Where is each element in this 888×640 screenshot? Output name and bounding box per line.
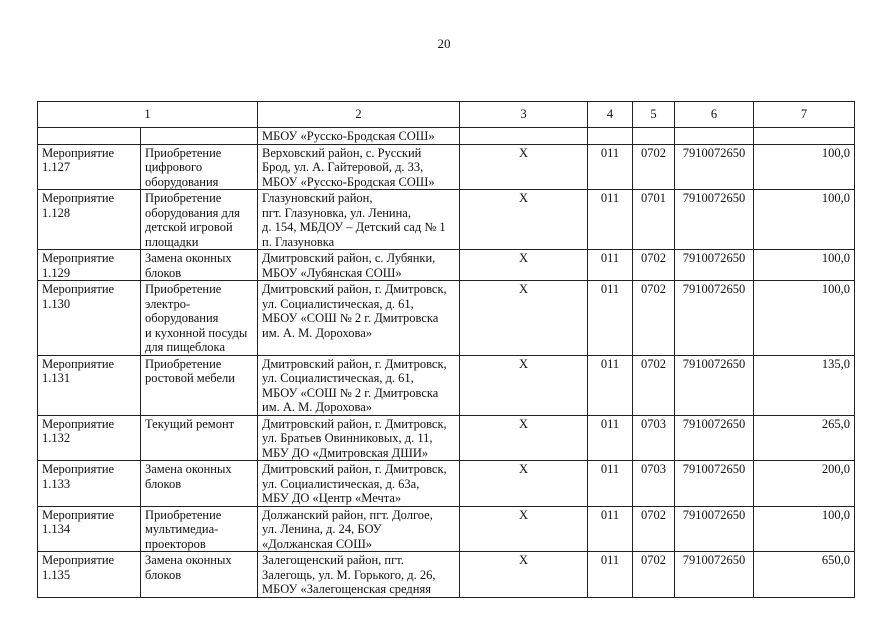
cell-address: Дмитровский район, г. Дмитровск, ул. Социалистическая, д. 61, МБОУ «СОШ № 2 г. Дмитровска им. А. М. Дорохова» bbox=[258, 281, 460, 356]
cell-col7: 135,0 bbox=[754, 355, 855, 415]
cell-col7: 100,0 bbox=[754, 250, 855, 281]
cell-address: Дмитровский район, г. Дмитровск, ул. Братьев Овинниковых, д. 11, МБУ ДО «Дмитровская ДШИ» bbox=[258, 415, 460, 461]
cell-address: Дмитровский район, с. Лубянки, МБОУ «Лубянская СОШ» bbox=[258, 250, 460, 281]
table-row bbox=[38, 355, 855, 415]
cell-event: Мероприятие 1.130 bbox=[38, 281, 141, 356]
header-col-1: 1 bbox=[38, 102, 258, 128]
cell-col5: 0702 bbox=[633, 250, 675, 281]
cell-col7: 265,0 bbox=[754, 415, 855, 461]
cell-address: МБОУ «Русско-Бродская СОШ» bbox=[258, 128, 460, 145]
cell-col3: Х bbox=[460, 552, 588, 598]
cell-event: Мероприятие 1.132 bbox=[38, 415, 141, 461]
cell-col5: 0702 bbox=[633, 281, 675, 356]
header-col-5: 5 bbox=[633, 102, 675, 128]
cell-col4: 011 bbox=[588, 415, 633, 461]
cell-address: Дмитровский район, г. Дмитровск, ул. Социалистическая, д. 61, МБОУ «СОШ № 2 г. Дмитровска им. А. М. Дорохова» bbox=[258, 355, 460, 415]
cell-col5: 0703 bbox=[633, 415, 675, 461]
table-row bbox=[38, 250, 855, 281]
cell-event: Мероприятие 1.135 bbox=[38, 552, 141, 598]
page-number: 20 bbox=[437, 36, 451, 51]
cell-col6: 7910072650 bbox=[675, 415, 754, 461]
cell-address: Верховский район, с. Русский Брод, ул. А. Гайтеровой, д. 33, МБОУ «Русско-Бродская СОШ» bbox=[258, 144, 460, 190]
cell-col7 bbox=[754, 128, 855, 145]
cell-event bbox=[38, 128, 141, 145]
table-row bbox=[38, 281, 855, 356]
cell-col4: 011 bbox=[588, 506, 633, 552]
cell-col7: 100,0 bbox=[754, 506, 855, 552]
cell-name: Текущий ремонт bbox=[141, 415, 258, 461]
cell-event: Мероприятие 1.128 bbox=[38, 190, 141, 250]
cell-name: Приобретение электро- оборудования и кухонной посуды для пищеблока bbox=[141, 281, 258, 356]
cell-col6: 7910072650 bbox=[675, 281, 754, 356]
cell-event: Мероприятие 1.127 bbox=[38, 144, 141, 190]
cell-col4: 011 bbox=[588, 281, 633, 356]
cell-name bbox=[141, 128, 258, 145]
cell-col7: 100,0 bbox=[754, 190, 855, 250]
header-col-4: 4 bbox=[588, 102, 633, 128]
cell-col3 bbox=[460, 128, 588, 145]
cell-col6: 7910072650 bbox=[675, 461, 754, 507]
cell-name: Замена оконных блоков bbox=[141, 250, 258, 281]
cell-col3: Х bbox=[460, 355, 588, 415]
cell-name: Приобретение мультимедиа- проекторов bbox=[141, 506, 258, 552]
cell-col3: Х bbox=[460, 461, 588, 507]
cell-col3: Х bbox=[460, 281, 588, 356]
cell-col6: 7910072650 bbox=[675, 506, 754, 552]
cell-col5: 0702 bbox=[633, 355, 675, 415]
cell-event: Мероприятие 1.134 bbox=[38, 506, 141, 552]
cell-col3: Х bbox=[460, 250, 588, 281]
cell-col6: 7910072650 bbox=[675, 355, 754, 415]
cell-col4: 011 bbox=[588, 552, 633, 598]
cell-col3: Х bbox=[460, 144, 588, 190]
cell-col6: 7910072650 bbox=[675, 552, 754, 598]
cell-col4 bbox=[588, 128, 633, 145]
cell-col3: Х bbox=[460, 190, 588, 250]
cell-col4: 011 bbox=[588, 144, 633, 190]
table-row bbox=[38, 144, 855, 190]
header-col-2: 2 bbox=[258, 102, 460, 128]
cell-col7: 100,0 bbox=[754, 281, 855, 356]
cell-address: Глазуновский район, пгт. Глазуновка, ул. Ленина, д. 154, МБДОУ – Детский сад № 1 п. Глазуновка bbox=[258, 190, 460, 250]
cell-address: Должанский район, пгт. Долгое, ул. Ленина, д. 24, БОУ «Должанская СОШ» bbox=[258, 506, 460, 552]
cell-col3: Х bbox=[460, 415, 588, 461]
header-col-6: 6 bbox=[675, 102, 754, 128]
cell-col5: 0703 bbox=[633, 461, 675, 507]
cell-col6 bbox=[675, 128, 754, 145]
table-header-row bbox=[38, 102, 855, 128]
cell-event: Мероприятие 1.131 bbox=[38, 355, 141, 415]
cell-col5: 0702 bbox=[633, 144, 675, 190]
table-row bbox=[38, 506, 855, 552]
table-row bbox=[38, 461, 855, 507]
cell-col5: 0702 bbox=[633, 552, 675, 598]
cell-name: Замена оконных блоков bbox=[141, 461, 258, 507]
cell-event: Мероприятие 1.129 bbox=[38, 250, 141, 281]
cell-col4: 011 bbox=[588, 461, 633, 507]
cell-col7: 100,0 bbox=[754, 144, 855, 190]
cell-col5: 0701 bbox=[633, 190, 675, 250]
cell-col4: 011 bbox=[588, 250, 633, 281]
cell-address: Дмитровский район, г. Дмитровск, ул. Социалистическая, д. 63а, МБУ ДО «Центр «Мечта» bbox=[258, 461, 460, 507]
cell-col3: Х bbox=[460, 506, 588, 552]
cell-event: Мероприятие 1.133 bbox=[38, 461, 141, 507]
header-col-3: 3 bbox=[460, 102, 588, 128]
cell-name: Приобретение цифрового оборудования bbox=[141, 144, 258, 190]
cell-col6: 7910072650 bbox=[675, 250, 754, 281]
table-row bbox=[38, 415, 855, 461]
cell-address: Залегощенский район, пгт. Залегощь, ул. М. Горького, д. 26, МБОУ «Залегощенская средняя bbox=[258, 552, 460, 598]
table-row bbox=[38, 552, 855, 598]
cell-col5: 0702 bbox=[633, 506, 675, 552]
cell-name: Замена оконных блоков bbox=[141, 552, 258, 598]
activities-table bbox=[37, 101, 855, 598]
cell-col6: 7910072650 bbox=[675, 190, 754, 250]
table-row bbox=[38, 190, 855, 250]
cell-col4: 011 bbox=[588, 190, 633, 250]
cell-name: Приобретение оборудования для детской игровой площадки bbox=[141, 190, 258, 250]
cell-name: Приобретение ростовой мебели bbox=[141, 355, 258, 415]
continuation-row bbox=[38, 128, 855, 145]
cell-col7: 200,0 bbox=[754, 461, 855, 507]
cell-col7: 650,0 bbox=[754, 552, 855, 598]
header-col-7: 7 bbox=[754, 102, 855, 128]
table-body bbox=[38, 102, 855, 598]
cell-col4: 011 bbox=[588, 355, 633, 415]
cell-col6: 7910072650 bbox=[675, 144, 754, 190]
cell-col5 bbox=[633, 128, 675, 145]
